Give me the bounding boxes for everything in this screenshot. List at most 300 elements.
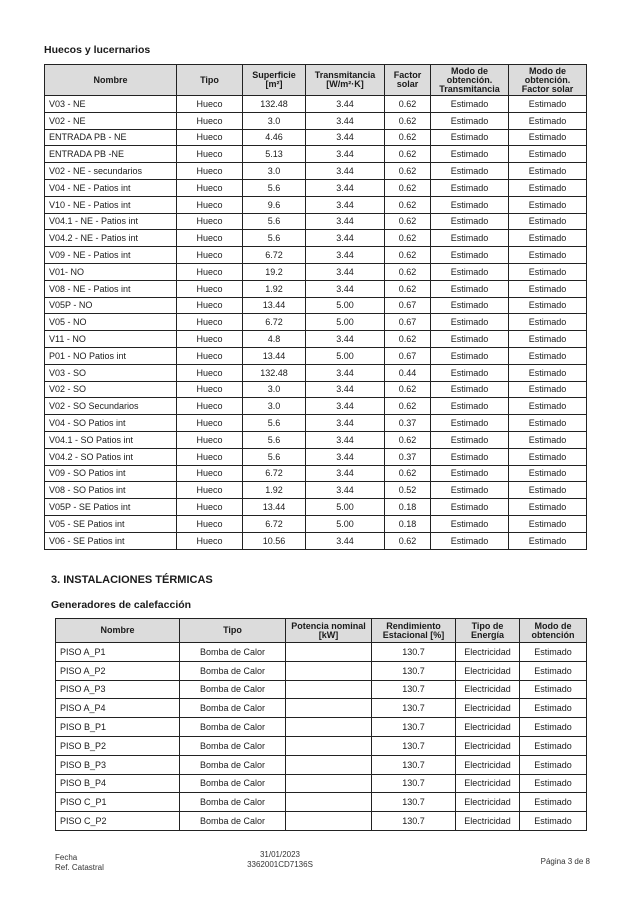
table-cell: Estimado (509, 448, 587, 465)
table-cell: 130.7 (372, 755, 456, 774)
table-cell (286, 812, 372, 831)
table-cell: 0.18 (385, 499, 431, 516)
table-cell: 3.44 (306, 230, 385, 247)
table-cell: Estimado (509, 532, 587, 549)
table-cell: 3.44 (306, 146, 385, 163)
footer-fecha-value: 31/01/2023 (259, 850, 301, 859)
table-cell: Estimado (509, 196, 587, 213)
table-cell: Estimado (431, 129, 509, 146)
table-cell (286, 661, 372, 680)
table-cell: Hueco (177, 331, 243, 348)
table-cell: 3.44 (306, 129, 385, 146)
table-row (56, 755, 587, 774)
table-cell: Electricidad (456, 643, 520, 662)
table-cell: Hueco (177, 431, 243, 448)
table-cell: Estimado (509, 465, 587, 482)
table-cell: 0.62 (385, 398, 431, 415)
table-cell: Estimado (509, 347, 587, 364)
table-cell: V01- NO (45, 263, 177, 280)
table-cell: Estimado (431, 196, 509, 213)
table-cell: Electricidad (456, 736, 520, 755)
table-cell: Estimado (431, 247, 509, 264)
footer-ref-value: 3362001CD7136S (247, 860, 313, 869)
table-cell: 3.44 (306, 398, 385, 415)
table-cell: 5.6 (243, 415, 306, 432)
table-cell: 5.13 (243, 146, 306, 163)
table-cell: Estimado (431, 364, 509, 381)
table-cell: Estimado (509, 96, 587, 113)
table-cell: Hueco (177, 381, 243, 398)
table-cell: 3.44 (306, 381, 385, 398)
table-cell: 0.62 (385, 179, 431, 196)
table-cell: 0.62 (385, 331, 431, 348)
table-cell: PISO C_P1 (56, 793, 180, 812)
table-cell: PISO A_P3 (56, 680, 180, 699)
table-row (45, 247, 587, 264)
table-cell: Estimado (520, 793, 587, 812)
table-row (45, 482, 587, 499)
table-row (45, 196, 587, 213)
table-cell (286, 718, 372, 737)
table-cell: Estimado (431, 213, 509, 230)
table-cell: 130.7 (372, 699, 456, 718)
table-cell: 9.6 (243, 196, 306, 213)
table-row (45, 163, 587, 180)
table-cell: Estimado (431, 280, 509, 297)
table-cell: PISO A_P2 (56, 661, 180, 680)
table-cell: 130.7 (372, 812, 456, 831)
table-cell: Estimado (431, 96, 509, 113)
table-cell: PISO B_P2 (56, 736, 180, 755)
table-cell: 3.0 (243, 163, 306, 180)
table-cell: V04.2 - SO Patios int (45, 448, 177, 465)
footer-ref-label: Ref. Catastral (55, 863, 104, 872)
table-cell (286, 736, 372, 755)
table-cell: Hueco (177, 448, 243, 465)
table-cell: 5.00 (306, 314, 385, 331)
table-cell: Estimado (509, 515, 587, 532)
table-cell: Estimado (431, 465, 509, 482)
table-cell: 5.6 (243, 213, 306, 230)
table-cell: Hueco (177, 213, 243, 230)
table-cell: Electricidad (456, 680, 520, 699)
footer-fecha-label: Fecha (55, 853, 78, 862)
table-cell: Hueco (177, 196, 243, 213)
table-cell: 3.44 (306, 96, 385, 113)
table-cell: Estimado (520, 699, 587, 718)
table-row (45, 381, 587, 398)
table-cell: Bomba de Calor (180, 736, 286, 755)
table-cell: Electricidad (456, 774, 520, 793)
table-cell: 1.92 (243, 280, 306, 297)
table-cell: Estimado (431, 331, 509, 348)
table-cell: 4.8 (243, 331, 306, 348)
table-cell: 130.7 (372, 643, 456, 662)
table-cell: V03 - SO (45, 364, 177, 381)
table-cell: Estimado (431, 415, 509, 432)
table-cell: Estimado (431, 263, 509, 280)
table-row (45, 314, 587, 331)
table-cell: Hueco (177, 532, 243, 549)
col-header: Transmitancia [W/m²·K] (306, 65, 385, 96)
table-cell: 130.7 (372, 736, 456, 755)
table-cell: Estimado (509, 431, 587, 448)
table-cell: Estimado (520, 643, 587, 662)
table-cell: 0.67 (385, 314, 431, 331)
col-header: Rendimiento Estacional [%] (372, 619, 456, 643)
table-cell: 3.44 (306, 364, 385, 381)
table-cell: Estimado (509, 280, 587, 297)
table-cell: Estimado (431, 112, 509, 129)
table-cell: Estimado (431, 297, 509, 314)
table-row (56, 699, 587, 718)
col-header: Nombre (45, 65, 177, 96)
table-cell: V04.1 - SO Patios int (45, 431, 177, 448)
table-cell: 3.44 (306, 163, 385, 180)
table-cell: 130.7 (372, 774, 456, 793)
table-row (45, 129, 587, 146)
table-cell: V02 - NE (45, 112, 177, 129)
table-cell: Estimado (509, 146, 587, 163)
table-cell: 0.18 (385, 515, 431, 532)
table-cell: 5.00 (306, 499, 385, 516)
table-cell: Hueco (177, 280, 243, 297)
huecos-table (44, 64, 587, 550)
table-cell: 6.72 (243, 247, 306, 264)
table-cell: Estimado (509, 482, 587, 499)
table-cell: Estimado (431, 482, 509, 499)
table-cell: V05 - SE Patios int (45, 515, 177, 532)
table-cell: Bomba de Calor (180, 718, 286, 737)
table-cell: Hueco (177, 96, 243, 113)
table-cell: 3.44 (306, 112, 385, 129)
section-title-huecos: Huecos y lucernarios (44, 44, 151, 56)
table-cell: Electricidad (456, 793, 520, 812)
table-row (45, 230, 587, 247)
table-cell: V08 - SO Patios int (45, 482, 177, 499)
col-header: Superficie [m²] (243, 65, 306, 96)
table-cell: 132.48 (243, 364, 306, 381)
table-cell: Estimado (431, 431, 509, 448)
table-row (56, 774, 587, 793)
table-cell: V02 - NE - secundarios (45, 163, 177, 180)
table-cell: 3.44 (306, 465, 385, 482)
col-header: Nombre (56, 619, 180, 643)
table-cell: Hueco (177, 263, 243, 280)
table-row (45, 499, 587, 516)
table-cell: ENTRADA PB - NE (45, 129, 177, 146)
table-cell: Estimado (509, 213, 587, 230)
table-row (45, 347, 587, 364)
table-cell: Estimado (520, 661, 587, 680)
generadores-table (55, 618, 587, 831)
table-cell: V04.2 - NE - Patios int (45, 230, 177, 247)
table-row (45, 515, 587, 532)
table-row (56, 643, 587, 662)
table-header-row (45, 65, 587, 96)
table-cell: 0.62 (385, 213, 431, 230)
table-cell: Estimado (509, 297, 587, 314)
table-cell: V06 - SE Patios int (45, 532, 177, 549)
table-cell: Estimado (509, 499, 587, 516)
table-cell: 5.00 (306, 515, 385, 532)
table-cell: V02 - SO (45, 381, 177, 398)
table-cell: Hueco (177, 163, 243, 180)
table-cell: 3.44 (306, 280, 385, 297)
col-header: Tipo (180, 619, 286, 643)
table-cell: 19.2 (243, 263, 306, 280)
table-cell (286, 755, 372, 774)
table-cell (286, 699, 372, 718)
table-cell: Bomba de Calor (180, 661, 286, 680)
table-cell: Electricidad (456, 755, 520, 774)
table-cell: Bomba de Calor (180, 793, 286, 812)
table-cell: 0.62 (385, 532, 431, 549)
table-cell: 132.48 (243, 96, 306, 113)
table-cell: PISO B_P3 (56, 755, 180, 774)
table-cell: 0.62 (385, 230, 431, 247)
table-row (45, 448, 587, 465)
table-cell: Hueco (177, 297, 243, 314)
table-cell: 0.62 (385, 196, 431, 213)
table-cell: Hueco (177, 515, 243, 532)
table-cell: 0.52 (385, 482, 431, 499)
table-cell: Estimado (509, 247, 587, 264)
table-cell: 0.62 (385, 163, 431, 180)
table-cell: Hueco (177, 415, 243, 432)
table-row (45, 213, 587, 230)
table-cell: Estimado (509, 230, 587, 247)
table-cell: 3.44 (306, 247, 385, 264)
table-cell: 10.56 (243, 532, 306, 549)
table-cell: Electricidad (456, 718, 520, 737)
table-row (56, 812, 587, 831)
col-header: Tipo de Energía (456, 619, 520, 643)
table-cell: PISO C_P2 (56, 812, 180, 831)
col-header: Modo de obtención (520, 619, 587, 643)
table-cell: Hueco (177, 179, 243, 196)
table-row (45, 415, 587, 432)
footer-labels (55, 853, 104, 873)
table-cell: 0.67 (385, 297, 431, 314)
table-cell: Estimado (431, 532, 509, 549)
table-row (45, 398, 587, 415)
table-cell: Estimado (431, 163, 509, 180)
table-row (56, 680, 587, 699)
table-cell: Estimado (520, 718, 587, 737)
table-cell: V05P - SE Patios int (45, 499, 177, 516)
table-cell: 5.6 (243, 179, 306, 196)
table-cell: 0.62 (385, 129, 431, 146)
table-row (56, 793, 587, 812)
table-row (45, 96, 587, 113)
table-cell: 3.44 (306, 482, 385, 499)
table-cell: 3.0 (243, 398, 306, 415)
table-cell: Estimado (520, 812, 587, 831)
table-row (56, 718, 587, 737)
table-cell: Estimado (509, 163, 587, 180)
table-cell: Estimado (509, 314, 587, 331)
table-cell: V03 - NE (45, 96, 177, 113)
table-cell: Hueco (177, 314, 243, 331)
table-cell: Bomba de Calor (180, 774, 286, 793)
table-cell: 5.00 (306, 347, 385, 364)
table-cell: 0.62 (385, 280, 431, 297)
table-cell: Estimado (520, 736, 587, 755)
table-row (56, 661, 587, 680)
table-cell: 3.44 (306, 431, 385, 448)
table-row (45, 465, 587, 482)
table-cell: Estimado (509, 398, 587, 415)
footer-page-number: Página 3 de 8 (540, 857, 590, 866)
footer-values (230, 850, 330, 870)
table-cell: Estimado (431, 347, 509, 364)
table-cell: Hueco (177, 129, 243, 146)
table-cell: Estimado (431, 499, 509, 516)
table-cell: 13.44 (243, 297, 306, 314)
table-cell: 3.44 (306, 331, 385, 348)
table-cell: Estimado (431, 146, 509, 163)
table-cell: 3.0 (243, 112, 306, 129)
table-cell: 1.92 (243, 482, 306, 499)
table-cell: 130.7 (372, 680, 456, 699)
table-cell: Estimado (431, 314, 509, 331)
table-cell: 3.44 (306, 532, 385, 549)
table-cell: Hueco (177, 482, 243, 499)
table-row (45, 263, 587, 280)
table-cell: 13.44 (243, 499, 306, 516)
table-row (45, 112, 587, 129)
table-cell: Estimado (431, 230, 509, 247)
table-cell: Hueco (177, 364, 243, 381)
table-cell: V04 - SO Patios int (45, 415, 177, 432)
col-header: Tipo (177, 65, 243, 96)
table-cell: 3.44 (306, 179, 385, 196)
table-cell: Bomba de Calor (180, 755, 286, 774)
table-cell: 0.62 (385, 247, 431, 264)
table-cell: V10 - NE - Patios int (45, 196, 177, 213)
table-cell: 130.7 (372, 661, 456, 680)
table-cell: Estimado (509, 129, 587, 146)
table-cell: Estimado (509, 112, 587, 129)
table-cell: Hueco (177, 398, 243, 415)
table-cell: V04 - NE - Patios int (45, 179, 177, 196)
table-cell: Estimado (520, 680, 587, 699)
table-cell: 0.67 (385, 347, 431, 364)
table-cell: 0.62 (385, 465, 431, 482)
table-cell (286, 793, 372, 812)
table-cell: 0.37 (385, 415, 431, 432)
table-cell: 130.7 (372, 793, 456, 812)
table-cell: 0.62 (385, 263, 431, 280)
table-cell: Estimado (431, 398, 509, 415)
table-cell (286, 774, 372, 793)
table-cell: Hueco (177, 499, 243, 516)
table-cell: Estimado (520, 755, 587, 774)
table-cell (286, 643, 372, 662)
table-cell: Hueco (177, 112, 243, 129)
table-cell: 6.72 (243, 465, 306, 482)
table-cell: Electricidad (456, 661, 520, 680)
table-cell: V09 - NE - Patios int (45, 247, 177, 264)
table-cell: 3.44 (306, 415, 385, 432)
table-cell: 0.44 (385, 364, 431, 381)
table-cell: Hueco (177, 465, 243, 482)
table-cell: Estimado (431, 179, 509, 196)
table-row (56, 736, 587, 755)
table-cell: ENTRADA PB -NE (45, 146, 177, 163)
table-row (45, 431, 587, 448)
table-cell: Bomba de Calor (180, 643, 286, 662)
table-row (45, 280, 587, 297)
table-row (45, 364, 587, 381)
section-title-generadores: Generadores de calefacción (51, 599, 192, 611)
table-cell: PISO B_P1 (56, 718, 180, 737)
col-header: Potencia nominal [kW] (286, 619, 372, 643)
table-cell: 6.72 (243, 314, 306, 331)
table-cell: 5.6 (243, 431, 306, 448)
table-cell: 3.44 (306, 263, 385, 280)
table-cell: V09 - SO Patios int (45, 465, 177, 482)
table-cell: Estimado (509, 263, 587, 280)
table-cell: Hueco (177, 230, 243, 247)
table-row (45, 532, 587, 549)
table-cell: PISO A_P4 (56, 699, 180, 718)
table-cell: Estimado (509, 415, 587, 432)
table-cell: P01 - NO Patios int (45, 347, 177, 364)
table-cell: 130.7 (372, 718, 456, 737)
table-cell: PISO A_P1 (56, 643, 180, 662)
table-cell: 5.00 (306, 297, 385, 314)
table-cell: PISO B_P4 (56, 774, 180, 793)
table-row (45, 179, 587, 196)
table-cell: Estimado (509, 381, 587, 398)
table-cell: Estimado (509, 331, 587, 348)
table-cell: Estimado (431, 515, 509, 532)
table-row (45, 146, 587, 163)
table-cell: 0.62 (385, 96, 431, 113)
table-cell: Hueco (177, 347, 243, 364)
table-cell: 0.37 (385, 448, 431, 465)
col-header: Modo de obtención. Factor solar (509, 65, 587, 96)
table-cell: V05P - NO (45, 297, 177, 314)
table-cell: V05 - NO (45, 314, 177, 331)
section-title-instalaciones: 3. INSTALACIONES TÉRMICAS (51, 574, 213, 586)
table-cell: Electricidad (456, 699, 520, 718)
table-cell: 0.62 (385, 431, 431, 448)
table-cell: Estimado (431, 381, 509, 398)
table-cell: Estimado (509, 179, 587, 196)
table-row (45, 331, 587, 348)
table-cell (286, 680, 372, 699)
table-cell: 0.62 (385, 381, 431, 398)
table-cell: Bomba de Calor (180, 680, 286, 699)
table-cell: Bomba de Calor (180, 699, 286, 718)
table-cell: 13.44 (243, 347, 306, 364)
table-cell: Hueco (177, 146, 243, 163)
table-cell: 6.72 (243, 515, 306, 532)
table-cell: 4.46 (243, 129, 306, 146)
table-cell: Estimado (520, 774, 587, 793)
table-cell: 0.62 (385, 112, 431, 129)
table-cell: Estimado (431, 448, 509, 465)
table-cell: 0.62 (385, 146, 431, 163)
table-cell: Hueco (177, 247, 243, 264)
col-header: Modo de obtención. Transmitancia (431, 65, 509, 96)
table-cell: 3.44 (306, 196, 385, 213)
table-cell: V02 - SO Secundarios (45, 398, 177, 415)
table-cell: 3.44 (306, 213, 385, 230)
